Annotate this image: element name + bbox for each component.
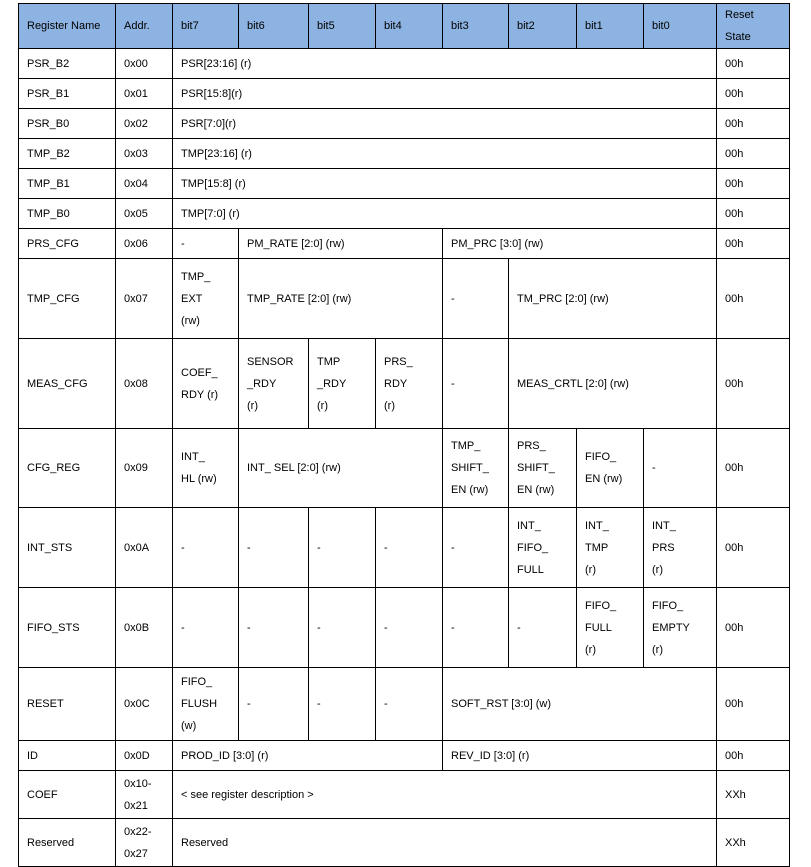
tmp-rdy-field: TMP _RDY (r) <box>309 339 376 429</box>
reset-state: 00h <box>717 508 790 588</box>
bit4-cell: - <box>376 668 443 741</box>
register-addr: 0x04 <box>116 169 173 199</box>
bit2-cell: - <box>509 588 577 668</box>
table-row <box>19 339 790 429</box>
reset-state: 00h <box>717 668 790 741</box>
tmp-rate-field: TMP_RATE [2:0] (rw) <box>239 259 443 339</box>
register-addr: 0x08 <box>116 339 173 429</box>
int-sel-field: INT_ SEL [2:0] (rw) <box>239 429 443 508</box>
register-name: ID <box>19 741 116 771</box>
reset-state: 00h <box>717 229 790 259</box>
bit7-cell: - <box>173 588 239 668</box>
reset-state: 00h <box>717 109 790 139</box>
register-name: PSR_B2 <box>19 49 116 79</box>
register-field: PSR[15:8](r) <box>173 79 717 109</box>
register-field: < see register description > <box>173 771 717 819</box>
register-addr: 0x02 <box>116 109 173 139</box>
bit6-cell: - <box>239 508 309 588</box>
register-name: INT_STS <box>19 508 116 588</box>
bit4-cell: - <box>376 508 443 588</box>
register-field: TMP[7:0] (r) <box>173 199 717 229</box>
register-addr: 0x09 <box>116 429 173 508</box>
reset-state: 00h <box>717 429 790 508</box>
tmp-ext-field: TMP_ EXT (rw) <box>173 259 239 339</box>
fifo-en-field: FIFO_ EN (rw) <box>577 429 644 508</box>
sensor-rdy-field: SENSOR _RDY (r) <box>239 339 309 429</box>
table-row <box>19 741 790 771</box>
table-row <box>19 588 790 668</box>
reset-state: 00h <box>717 79 790 109</box>
pm-prc-field: PM_PRC [3:0] (rw) <box>443 229 717 259</box>
table-row <box>19 79 790 109</box>
header-bit7: bit7 <box>173 4 239 49</box>
register-addr: 0x22- 0x27 <box>116 819 173 867</box>
register-name: COEF <box>19 771 116 819</box>
bit4-cell: - <box>376 588 443 668</box>
header-row <box>19 4 790 49</box>
register-addr: 0x01 <box>116 79 173 109</box>
bit3-cell: - <box>443 508 509 588</box>
register-name: PRS_CFG <box>19 229 116 259</box>
header-bit4: bit4 <box>376 4 443 49</box>
reset-state: 00h <box>717 259 790 339</box>
table-row <box>19 49 790 79</box>
coef-rdy-field: COEF_ RDY (r) <box>173 339 239 429</box>
table-row <box>19 139 790 169</box>
reset-state: 00h <box>717 169 790 199</box>
register-addr: 0x0B <box>116 588 173 668</box>
table-row <box>19 668 790 741</box>
register-addr: 0x00 <box>116 49 173 79</box>
rev-id-field: REV_ID [3:0] (r) <box>443 741 717 771</box>
register-name: TMP_B2 <box>19 139 116 169</box>
fifo-flush-field: FIFO_ FLUSH (w) <box>173 668 239 741</box>
register-map-table <box>18 3 790 867</box>
header-bit2: bit2 <box>509 4 577 49</box>
meas-ctrl-field: MEAS_CRTL [2:0] (rw) <box>509 339 717 429</box>
reset-state: 00h <box>717 139 790 169</box>
tm-prc-field: TM_PRC [2:0] (rw) <box>509 259 717 339</box>
register-addr: 0x0A <box>116 508 173 588</box>
register-addr: 0x0D <box>116 741 173 771</box>
fifo-full-field: FIFO_ FULL (r) <box>577 588 644 668</box>
register-name: MEAS_CFG <box>19 339 116 429</box>
register-name: FIFO_STS <box>19 588 116 668</box>
table-row <box>19 429 790 508</box>
int-tmp-field: INT_ TMP (r) <box>577 508 644 588</box>
header-register-name: Register Name <box>19 4 116 49</box>
register-name: RESET <box>19 668 116 741</box>
pm-rate-field: PM_RATE [2:0] (rw) <box>239 229 443 259</box>
register-field: Reserved <box>173 819 717 867</box>
bit6-cell: - <box>239 668 309 741</box>
bit6-cell: - <box>239 588 309 668</box>
header-reset-state: Reset State <box>717 4 790 49</box>
table-row <box>19 259 790 339</box>
bit5-cell: - <box>309 588 376 668</box>
register-field: PSR[23:16] (r) <box>173 49 717 79</box>
header-bit6: bit6 <box>239 4 309 49</box>
bit3-cell: - <box>443 259 509 339</box>
int-prs-field: INT_ PRS (r) <box>644 508 717 588</box>
table-row <box>19 819 790 867</box>
register-name: TMP_B1 <box>19 169 116 199</box>
reset-state: 00h <box>717 339 790 429</box>
register-addr: 0x05 <box>116 199 173 229</box>
header-bit1: bit1 <box>577 4 644 49</box>
register-addr: 0x07 <box>116 259 173 339</box>
table-row <box>19 109 790 139</box>
table-row <box>19 771 790 819</box>
prod-id-field: PROD_ID [3:0] (r) <box>173 741 443 771</box>
bit5-cell: - <box>309 508 376 588</box>
reset-state: 00h <box>717 741 790 771</box>
int-fifo-full-field: INT_ FIFO_ FULL <box>509 508 577 588</box>
bit7-cell: - <box>173 508 239 588</box>
register-addr: 0x03 <box>116 139 173 169</box>
register-name: PSR_B0 <box>19 109 116 139</box>
tmp-shift-en-field: TMP_ SHIFT_ EN (rw) <box>443 429 509 508</box>
soft-rst-field: SOFT_RST [3:0] (w) <box>443 668 717 741</box>
table-row <box>19 199 790 229</box>
fifo-empty-field: FIFO_ EMPTY (r) <box>644 588 717 668</box>
reset-state: 00h <box>717 588 790 668</box>
register-field: TMP[15:8] (r) <box>173 169 717 199</box>
bit3-cell: - <box>443 588 509 668</box>
register-name: CFG_REG <box>19 429 116 508</box>
bit3-cell: - <box>443 339 509 429</box>
header-addr: Addr. <box>116 4 173 49</box>
register-addr: 0x10- 0x21 <box>116 771 173 819</box>
int-hl-field: INT_ HL (rw) <box>173 429 239 508</box>
bit5-cell: - <box>309 668 376 741</box>
prs-rdy-field: PRS_ RDY (r) <box>376 339 443 429</box>
header-bit0: bit0 <box>644 4 717 49</box>
header-bit5: bit5 <box>309 4 376 49</box>
table-row <box>19 229 790 259</box>
table-row <box>19 169 790 199</box>
prs-shift-en-field: PRS_ SHIFT_ EN (rw) <box>509 429 577 508</box>
bit7-cell: - <box>173 229 239 259</box>
register-addr: 0x06 <box>116 229 173 259</box>
register-addr: 0x0C <box>116 668 173 741</box>
register-name: Reserved <box>19 819 116 867</box>
table-row <box>19 508 790 588</box>
register-name: TMP_CFG <box>19 259 116 339</box>
reset-state: XXh <box>717 771 790 819</box>
register-name: TMP_B0 <box>19 199 116 229</box>
register-field: TMP[23:16] (r) <box>173 139 717 169</box>
reset-state: 00h <box>717 199 790 229</box>
reset-state: 00h <box>717 49 790 79</box>
bit0-cell: - <box>644 429 717 508</box>
register-field: PSR[7:0](r) <box>173 109 717 139</box>
reset-state: XXh <box>717 819 790 867</box>
header-bit3: bit3 <box>443 4 509 49</box>
register-name: PSR_B1 <box>19 79 116 109</box>
